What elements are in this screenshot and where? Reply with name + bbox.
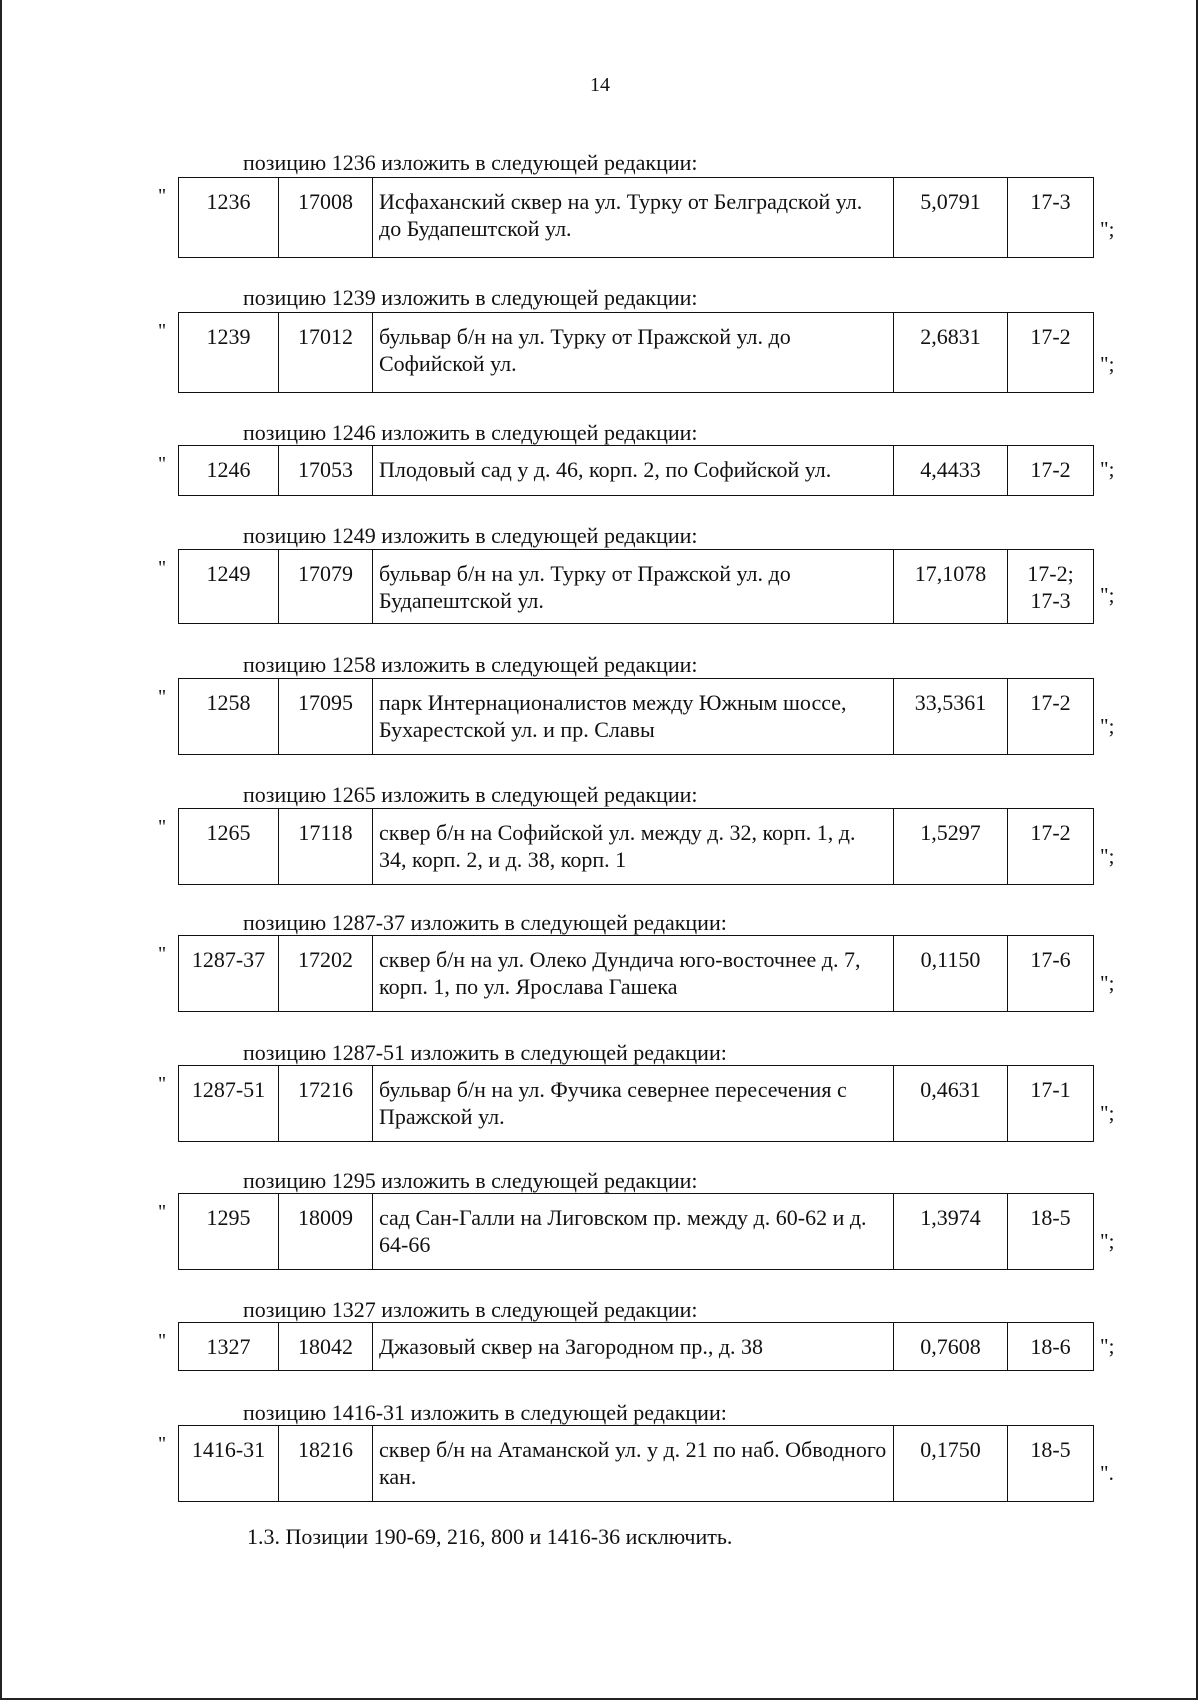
position-cell: 1239 — [179, 313, 279, 393]
code-cell: 17008 — [279, 178, 373, 258]
amendment-intro: позицию 1287-37 изложить в следующей редакции: — [243, 910, 727, 935]
description-cell: бульвар б/н на ул. Фучика севернее пересечения с Пражской ул. — [373, 1066, 894, 1142]
amendment-intro: позицию 1327 изложить в следующей редакции: — [243, 1297, 698, 1322]
position-cell: 1327 — [179, 1323, 279, 1371]
code-cell: 17012 — [279, 313, 373, 393]
closing-quote: "; — [1100, 583, 1115, 607]
entry-table — [178, 935, 1094, 1012]
entry-table — [178, 549, 1094, 624]
code-cell: 17216 — [279, 1066, 373, 1142]
closing-quote: "; — [1100, 1334, 1115, 1358]
amendment-intro: позицию 1246 изложить в следующей редакции: — [243, 420, 698, 445]
zone-cell: 17-6 — [1008, 936, 1094, 1012]
closing-quote: "; — [1100, 217, 1115, 241]
zone-cell: 17-1 — [1008, 1066, 1094, 1142]
closing-quote: "; — [1100, 1229, 1115, 1253]
opening-quote: " — [158, 557, 167, 579]
closing-quote: "; — [1100, 844, 1115, 868]
closing-quote: "; — [1100, 1101, 1115, 1125]
position-cell: 1287-37 — [179, 936, 279, 1012]
position-cell: 1249 — [179, 550, 279, 624]
area-cell: 4,4433 — [894, 446, 1008, 496]
table-row — [179, 679, 1094, 755]
opening-quote: " — [158, 453, 167, 475]
table-row — [179, 1066, 1094, 1142]
table-row — [179, 550, 1094, 624]
zone-cell: 17-2 — [1008, 313, 1094, 393]
description-cell: бульвар б/н на ул. Турку от Пражской ул. до Софийской ул. — [373, 313, 894, 393]
area-cell: 0,1150 — [894, 936, 1008, 1012]
entry-table — [178, 1193, 1094, 1270]
entry-table — [178, 177, 1094, 258]
position-cell: 1258 — [179, 679, 279, 755]
closing-quote: ". — [1100, 1461, 1114, 1485]
area-cell: 17,1078 — [894, 550, 1008, 624]
entry-table — [178, 1425, 1094, 1502]
amendment-intro: позицию 1287-51 изложить в следующей редакции: — [243, 1040, 727, 1065]
amendment-intro: позицию 1265 изложить в следующей редакции: — [243, 782, 698, 807]
opening-quote: " — [158, 686, 167, 708]
table-row — [179, 809, 1094, 885]
table-row — [179, 1323, 1094, 1371]
code-cell: 17079 — [279, 550, 373, 624]
opening-quote: " — [158, 1073, 167, 1095]
position-cell: 1246 — [179, 446, 279, 496]
amendment-intro: позицию 1239 изложить в следующей редакции: — [243, 285, 698, 310]
area-cell: 33,5361 — [894, 679, 1008, 755]
amendment-intro: позицию 1236 изложить в следующей редакции: — [243, 150, 698, 175]
table-row — [179, 1426, 1094, 1502]
description-cell: сквер б/н на Софийской ул. между д. 32, корп. 1, д. 34, корп. 2, и д. 38, корп. 1 — [373, 809, 894, 885]
position-cell: 1287-51 — [179, 1066, 279, 1142]
closing-quote: "; — [1100, 971, 1115, 995]
description-cell: парк Интернационалистов между Южным шоссе, Бухарестской ул. и пр. Славы — [373, 679, 894, 755]
description-cell: сквер б/н на Атаманской ул. у д. 21 по наб. Обводного кан. — [373, 1426, 894, 1502]
closing-quote: "; — [1100, 714, 1115, 738]
position-cell: 1265 — [179, 809, 279, 885]
area-cell: 0,4631 — [894, 1066, 1008, 1142]
position-cell: 1236 — [179, 178, 279, 258]
table-row — [179, 313, 1094, 393]
amendment-intro: позицию 1249 изложить в следующей редакции: — [243, 523, 698, 548]
code-cell: 17095 — [279, 679, 373, 755]
opening-quote: " — [158, 1433, 167, 1455]
zone-cell: 17-2 — [1008, 809, 1094, 885]
zone-cell: 17-2 — [1008, 679, 1094, 755]
code-cell: 18216 — [279, 1426, 373, 1502]
code-cell: 17118 — [279, 809, 373, 885]
code-cell: 17053 — [279, 446, 373, 496]
zone-cell: 17-2 — [1008, 446, 1094, 496]
opening-quote: " — [158, 1330, 167, 1352]
zone-cell: 17-3 — [1008, 178, 1094, 258]
table-row — [179, 446, 1094, 496]
area-cell: 1,3974 — [894, 1194, 1008, 1270]
zone-cell: 17-2; 17-3 — [1008, 550, 1094, 624]
table-row — [179, 1194, 1094, 1270]
table-row — [179, 936, 1094, 1012]
area-cell: 0,7608 — [894, 1323, 1008, 1371]
entry-table — [178, 1322, 1094, 1371]
amendment-intro: позицию 1295 изложить в следующей редакции: — [243, 1168, 698, 1193]
code-cell: 18009 — [279, 1194, 373, 1270]
opening-quote: " — [158, 943, 167, 965]
final-paragraph: 1.3. Позиции 190-69, 216, 800 и 1416-36 исключить. — [247, 1524, 733, 1549]
description-cell: Плодовый сад у д. 46, корп. 2, по Софийской ул. — [373, 446, 894, 496]
area-cell: 1,5297 — [894, 809, 1008, 885]
entry-table — [178, 312, 1094, 393]
position-cell: 1416-31 — [179, 1426, 279, 1502]
entry-table — [178, 808, 1094, 885]
opening-quote: " — [158, 185, 167, 207]
opening-quote: " — [158, 1201, 167, 1223]
zone-cell: 18-5 — [1008, 1194, 1094, 1270]
position-cell: 1295 — [179, 1194, 279, 1270]
area-cell: 0,1750 — [894, 1426, 1008, 1502]
code-cell: 17202 — [279, 936, 373, 1012]
entry-table — [178, 1065, 1094, 1142]
code-cell: 18042 — [279, 1323, 373, 1371]
page-number: 14 — [590, 74, 610, 96]
opening-quote: " — [158, 320, 167, 342]
closing-quote: "; — [1100, 457, 1115, 481]
zone-cell: 18-5 — [1008, 1426, 1094, 1502]
entry-table — [178, 445, 1094, 496]
amendment-intro: позицию 1258 изложить в следующей редакции: — [243, 652, 698, 677]
opening-quote: " — [158, 816, 167, 838]
table-row — [179, 178, 1094, 258]
amendment-intro: позицию 1416-31 изложить в следующей редакции: — [243, 1400, 727, 1425]
area-cell: 2,6831 — [894, 313, 1008, 393]
entry-table — [178, 678, 1094, 755]
description-cell: Исфаханский сквер на ул. Турку от Белградской ул. до Будапештской ул. — [373, 178, 894, 258]
description-cell: бульвар б/н на ул. Турку от Пражской ул. до Будапештской ул. — [373, 550, 894, 624]
area-cell: 5,0791 — [894, 178, 1008, 258]
closing-quote: "; — [1100, 352, 1115, 376]
description-cell: сквер б/н на ул. Олеко Дундича юго-восточнее д. 7, корп. 1, по ул. Ярослава Гашека — [373, 936, 894, 1012]
description-cell: Джазовый сквер на Загородном пр., д. 38 — [373, 1323, 894, 1371]
description-cell: сад Сан-Галли на Лиговском пр. между д. 60-62 и д. 64-66 — [373, 1194, 894, 1270]
zone-cell: 18-6 — [1008, 1323, 1094, 1371]
